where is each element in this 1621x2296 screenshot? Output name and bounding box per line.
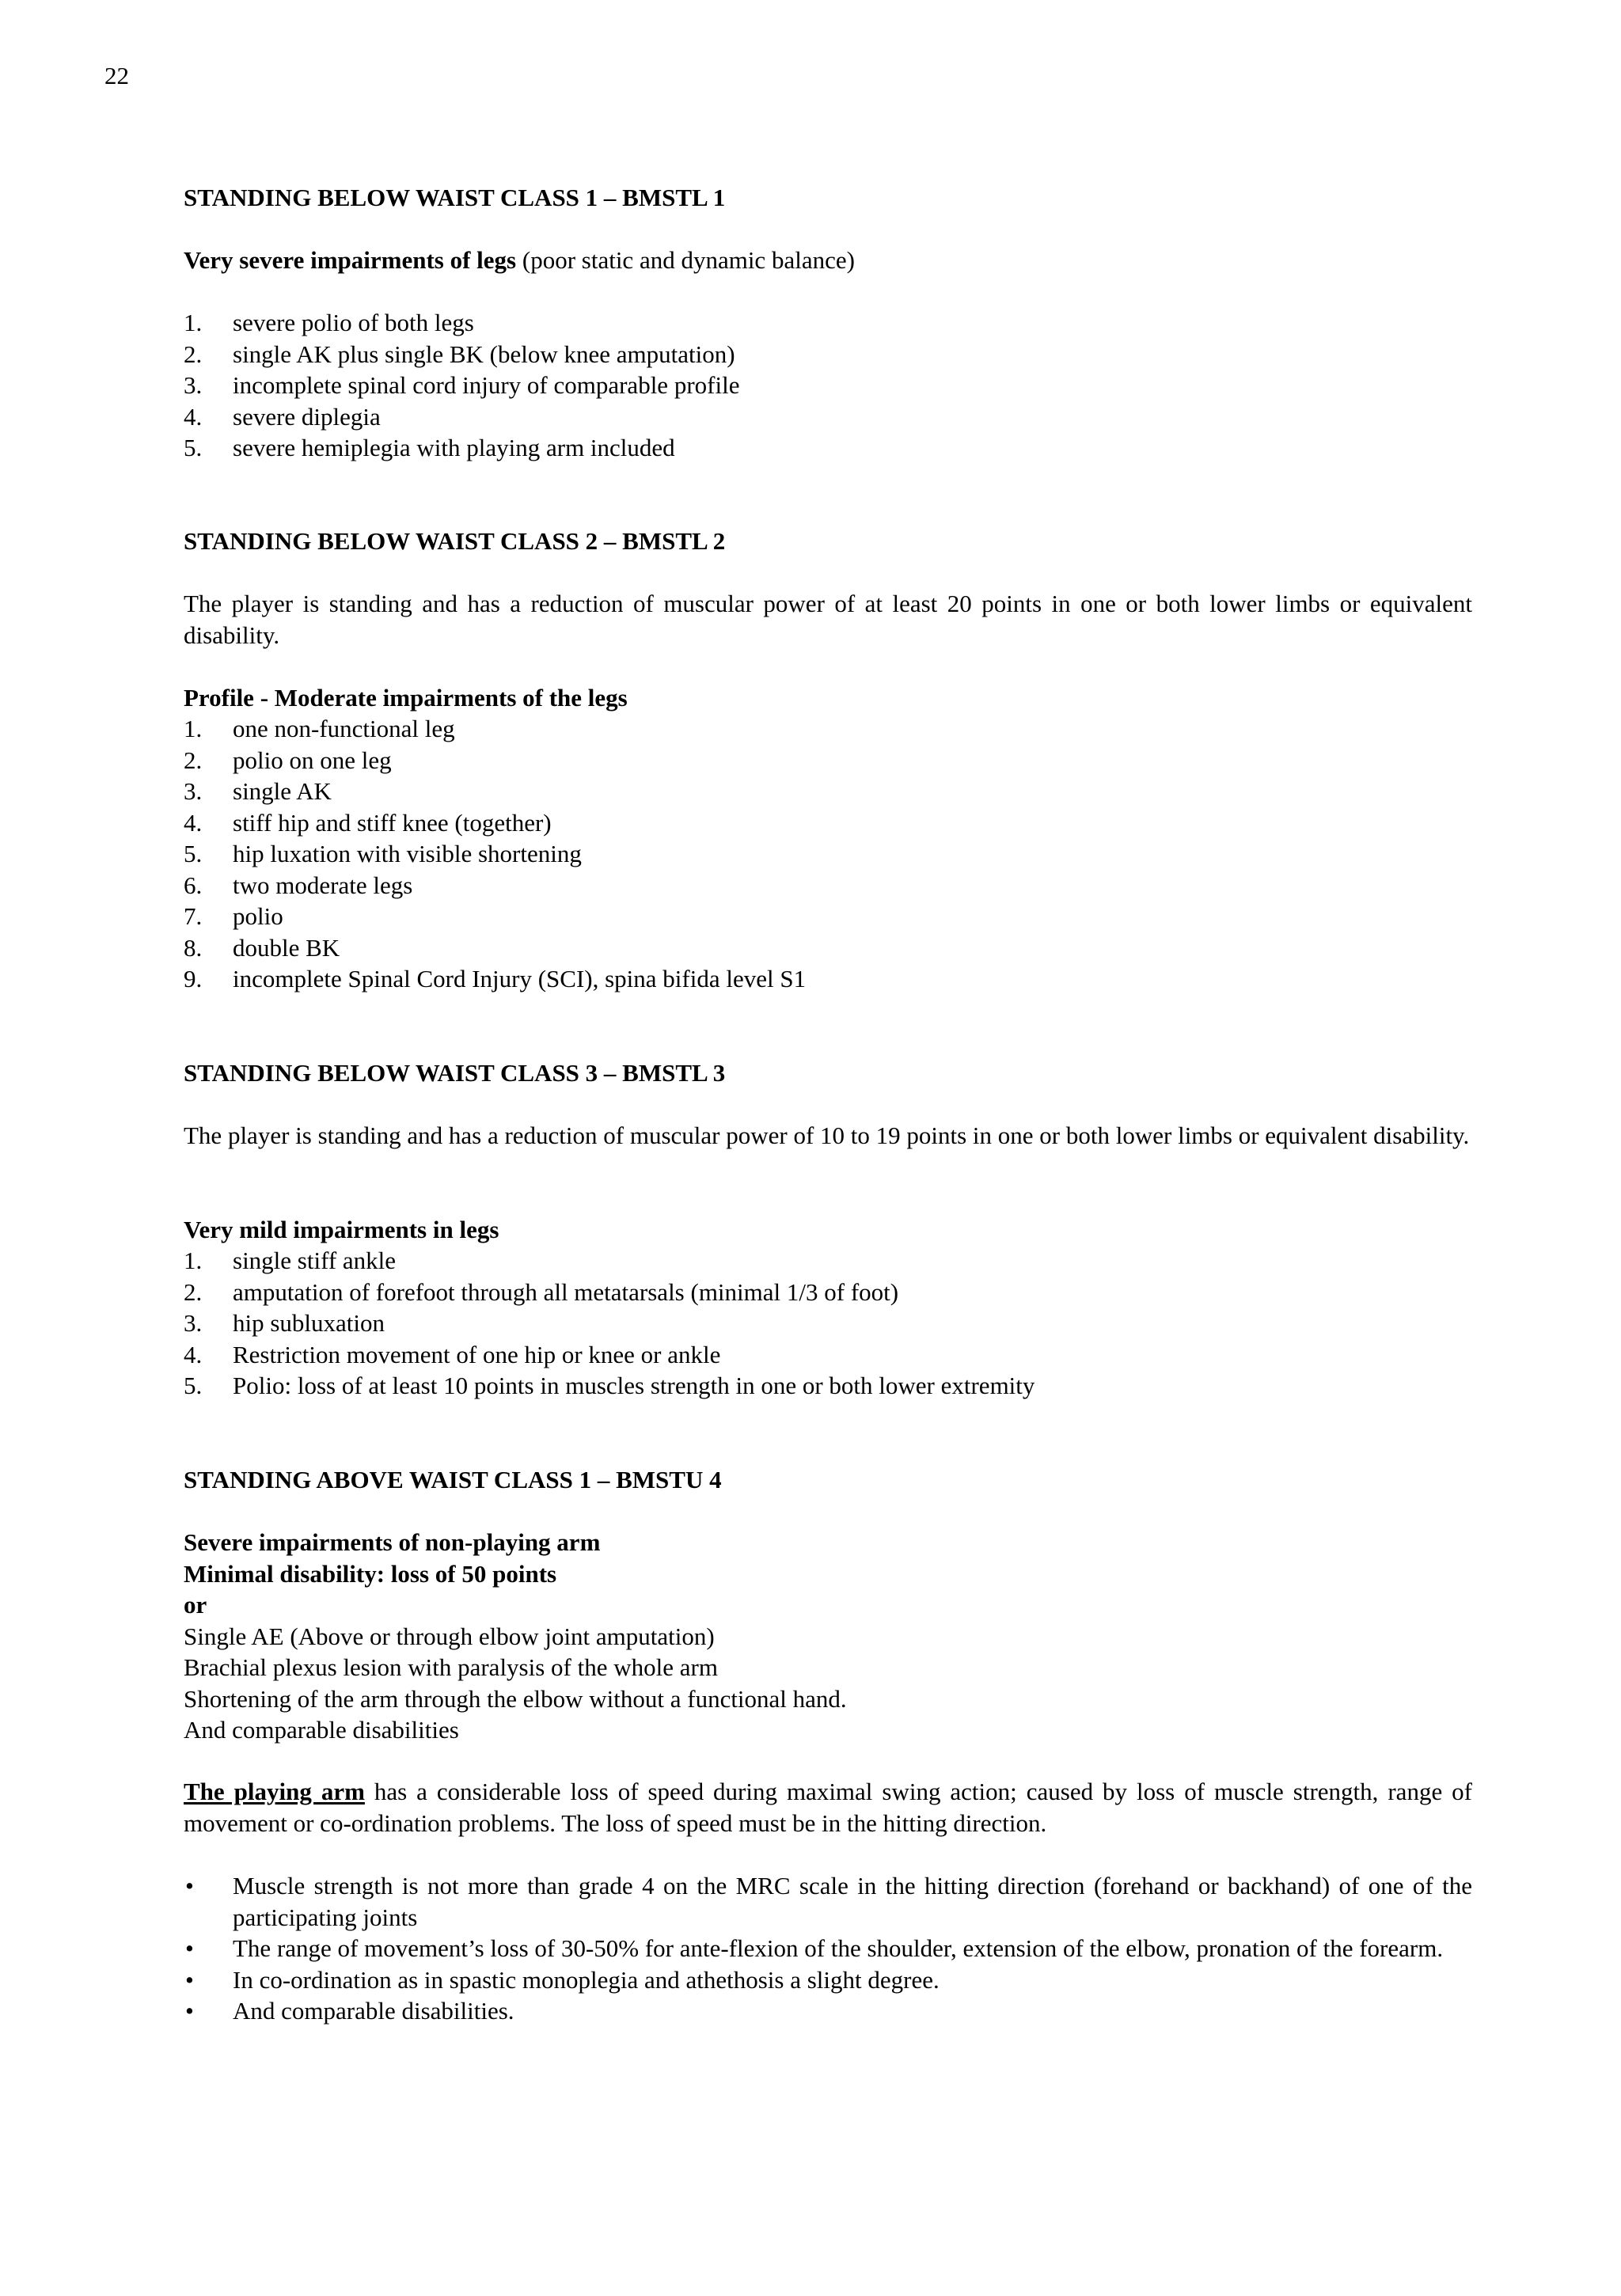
section-paragraph-bmstl3: The player is standing and has a reduction of muscular power of 10 to 19 points in one or both lower limbs or equivalent disability. (184, 1121, 1470, 1149)
playing-arm-label: The playing arm (184, 1778, 365, 1805)
section-heading-bmstl2: STANDING BELOW WAIST CLASS 2 – BMSTL 2 (184, 527, 726, 555)
list-item: 3. incomplete spinal cord injury of comparable profile (184, 370, 1472, 401)
list-item: 2. polio on one leg (184, 745, 1472, 776)
list-item: 1. single stiff ankle (184, 1245, 1472, 1277)
bullet-marker: • (185, 1934, 194, 1962)
section-subheading-bmstl3: Very mild impairments in legs (184, 1216, 499, 1243)
list-number: 3. (184, 371, 203, 399)
numbered-list-bmstl2 (184, 713, 1472, 995)
list-number: 2. (184, 1277, 203, 1306)
plain-line: And comparable disabilities (184, 1716, 459, 1744)
bullet-marker: • (185, 1872, 194, 1899)
section-intro-bmstl1 (184, 245, 1472, 276)
list-number: 4. (184, 808, 203, 837)
page-number: 22 (104, 62, 129, 89)
list-number: 1. (184, 715, 203, 742)
list-number: 1. (184, 309, 203, 336)
list-item: 6. two moderate legs (184, 870, 1472, 901)
list-item: 5. hip luxation with visible shortening (184, 838, 1472, 870)
bullet-item: • The range of movement’s loss of 30-50% for ante-flexion of the shoulder, extension of the elbow, pronation of the forearm. (184, 1933, 1472, 1964)
plain-line: Shortening of the arm through the elbow without a functional hand. (184, 1684, 847, 1713)
list-number: 6. (184, 871, 203, 899)
list-item: 4. severe diplegia (184, 401, 1472, 433)
numbered-list-bmstl1 (184, 307, 1472, 464)
bold-line: Minimal disability: loss of 50 points (184, 1559, 557, 1588)
list-number: 2. (184, 340, 203, 368)
list-number: 4. (184, 402, 203, 431)
bullet-marker: • (185, 1965, 194, 1994)
plain-line: Brachial plexus lesion with paralysis of the whole arm (184, 1653, 718, 1681)
bullet-list-bmstu4 (184, 1870, 1472, 2027)
list-item: 7. polio (184, 901, 1472, 932)
list-number: 5. (184, 434, 203, 461)
list-number: 2. (184, 746, 203, 774)
list-item: 9. incomplete Spinal Cord Injury (SCI), spina bifida level S1 (184, 963, 1472, 995)
bullet-item: • And comparable disabilities. (184, 1995, 1472, 2027)
list-item: 2. amputation of forefoot through all metatarsals (minimal 1/3 of foot) (184, 1277, 1472, 1308)
list-item: 5. severe hemiplegia with playing arm included (184, 432, 1472, 464)
list-number: 5. (184, 840, 203, 867)
section-paragraph-bmstl2: The player is standing and has a reduction of muscular power of at least 20 points in one or both lower limbs or equivalent disability. (184, 590, 1472, 649)
list-item: 4. Restriction movement of one hip or knee or ankle (184, 1339, 1472, 1371)
list-number: 8. (184, 933, 203, 962)
section-heading-bmstl3: STANDING BELOW WAIST CLASS 3 – BMSTL 3 (184, 1059, 726, 1087)
impairment-description (184, 1527, 1472, 1746)
list-item: 2. single AK plus single BK (below knee amputation) (184, 339, 1472, 370)
list-number: 1. (184, 1247, 203, 1274)
numbered-list-bmstl3 (184, 1245, 1472, 1402)
section-heading-bmstl1: STANDING BELOW WAIST CLASS 1 – BMSTL 1 (184, 184, 726, 211)
list-item: 3. hip subluxation (184, 1307, 1472, 1339)
list-item: 8. double BK (184, 932, 1472, 964)
list-item: 1. severe polio of both legs (184, 307, 1472, 339)
section-heading-bmstu4: STANDING ABOVE WAIST CLASS 1 – BMSTU 4 (184, 1466, 722, 1493)
list-number: 4. (184, 1340, 203, 1368)
bullet-item: • In co-ordination as in spastic monoplegia and athethosis a slight degree. (184, 1964, 1472, 1996)
bold-line: or (184, 1591, 207, 1619)
section-subheading-bmstl2: Profile - Moderate impairments of the legs (184, 684, 628, 712)
list-item: 3. single AK (184, 776, 1472, 807)
list-number: 3. (184, 1309, 203, 1337)
bullet-item: • Muscle strength is not more than grade 4 on the MRC scale in the hitting direction (forehand or backhand) of one of the participating joints (185, 1872, 1472, 1931)
list-number: 9. (184, 965, 203, 992)
playing-arm-text: has a considerable loss of speed during maximal swing action; caused by loss of muscle strength, range of movement or co-ordination problems. The loss of speed must be in the hitting direction. (184, 1778, 1472, 1837)
plain-line: Single AE (Above or through elbow joint amputation) (184, 1622, 715, 1650)
list-number: 3. (184, 777, 203, 805)
list-number: 5. (184, 1372, 203, 1399)
list-number: 7. (184, 902, 203, 930)
list-item: 5. Polio: loss of at least 10 points in muscles strength in one or both lower extremity (184, 1370, 1472, 1402)
list-item: 4. stiff hip and stiff knee (together) (184, 807, 1472, 839)
list-item: 1. one non-functional leg (184, 713, 1472, 745)
bold-line: Severe impairments of non-playing arm (184, 1528, 601, 1556)
bullet-marker: • (185, 1997, 194, 2025)
intro-rest: (poor static and dynamic balance) (516, 246, 855, 274)
intro-bold: Very severe impairments of legs (184, 246, 517, 274)
playing-arm-paragraph (184, 1776, 1472, 1839)
